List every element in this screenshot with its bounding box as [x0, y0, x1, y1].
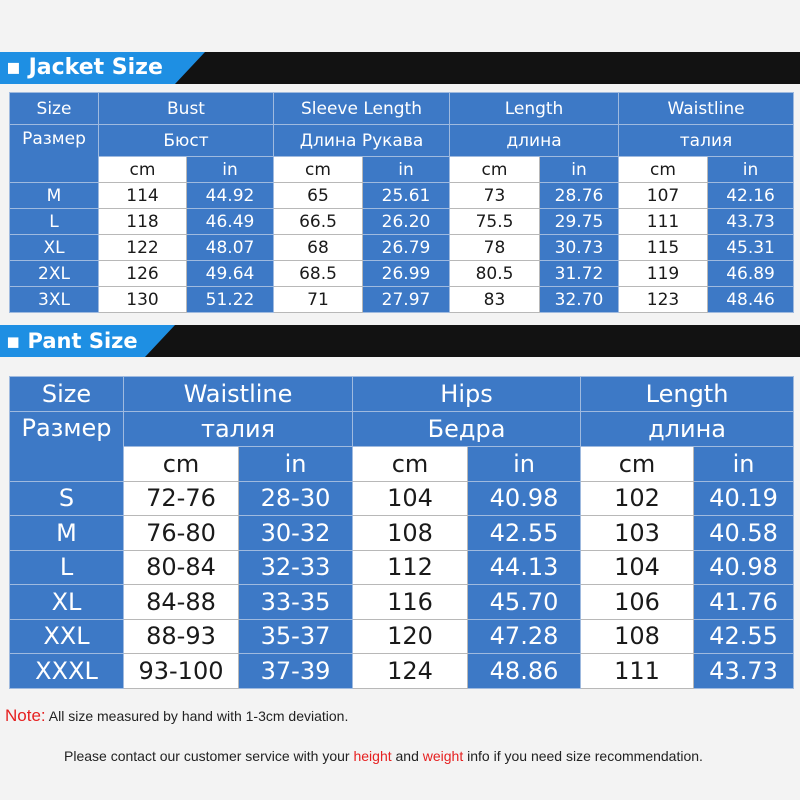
header-waistline-ru: талия [124, 412, 353, 447]
value-cell: 26.79 [363, 235, 450, 261]
value-cell: 35-37 [239, 619, 353, 654]
size-label: S [10, 481, 124, 516]
table-row [10, 209, 794, 235]
value-cell: 40.98 [468, 481, 581, 516]
value-cell: 51.22 [187, 287, 274, 313]
unit-cell: cm [353, 447, 468, 482]
value-cell: 130 [99, 287, 187, 313]
header-sleeve-length-ru: Длина Рукава [274, 125, 450, 157]
value-cell: 48.86 [468, 654, 581, 689]
value-cell: 126 [99, 261, 187, 287]
value-cell: 111 [581, 654, 694, 689]
value-cell: 31.72 [540, 261, 619, 287]
contact-note [64, 748, 703, 764]
value-cell: 107 [619, 183, 708, 209]
value-cell: 40.58 [694, 516, 794, 551]
value-cell: 76-80 [124, 516, 239, 551]
value-cell: 119 [619, 261, 708, 287]
note [5, 706, 348, 726]
value-cell: 112 [353, 550, 468, 585]
size-label: 2XL [10, 261, 99, 287]
table-row [10, 516, 794, 551]
value-cell: 48.46 [708, 287, 794, 313]
value-cell: 40.19 [694, 481, 794, 516]
value-cell: 88-93 [124, 619, 239, 654]
unit-cell: cm [99, 157, 187, 183]
jacket-banner [0, 52, 800, 84]
size-label: M [10, 516, 124, 551]
value-cell: 29.75 [540, 209, 619, 235]
header-waistline-ru: талия [619, 125, 794, 157]
unit-cell: cm [274, 157, 363, 183]
size-label: L [10, 209, 99, 235]
value-cell: 30.73 [540, 235, 619, 261]
table-row [10, 235, 794, 261]
value-cell: 33-35 [239, 585, 353, 620]
note-label: Note: [5, 706, 46, 725]
unit-cell: in [363, 157, 450, 183]
value-cell: 80.5 [450, 261, 540, 287]
value-cell: 28.76 [540, 183, 619, 209]
table-row [10, 183, 794, 209]
value-cell: 106 [581, 585, 694, 620]
value-cell: 108 [581, 619, 694, 654]
value-cell: 104 [581, 550, 694, 585]
value-cell: 47.28 [468, 619, 581, 654]
value-cell: 118 [99, 209, 187, 235]
value-cell: 46.49 [187, 209, 274, 235]
header-size: Size [10, 377, 124, 412]
value-cell: 123 [619, 287, 708, 313]
value-cell: 102 [581, 481, 694, 516]
value-cell: 104 [353, 481, 468, 516]
header-hips-ru: Бедра [353, 412, 581, 447]
header-size: Size [10, 93, 99, 125]
unit-cell: in [540, 157, 619, 183]
unit-cell: cm [581, 447, 694, 482]
value-cell: 71 [274, 287, 363, 313]
jacket-title: ▪ Jacket Size [6, 55, 163, 80]
pant-banner [0, 325, 800, 357]
value-cell: 116 [353, 585, 468, 620]
value-cell: 32.70 [540, 287, 619, 313]
value-cell: 30-32 [239, 516, 353, 551]
header-bust-ru: Бюст [99, 125, 274, 157]
value-cell: 66.5 [274, 209, 363, 235]
unit-cell: cm [619, 157, 708, 183]
unit-cell: in [694, 447, 794, 482]
value-cell: 44.92 [187, 183, 274, 209]
header-sleeve-length: Sleeve Length [274, 93, 450, 125]
size-label: 3XL [10, 287, 99, 313]
value-cell: 43.73 [708, 209, 794, 235]
size-label: XL [10, 235, 99, 261]
value-cell: 45.70 [468, 585, 581, 620]
value-cell: 42.16 [708, 183, 794, 209]
value-cell: 28-30 [239, 481, 353, 516]
value-cell: 43.73 [694, 654, 794, 689]
value-cell: 65 [274, 183, 363, 209]
value-cell: 68.5 [274, 261, 363, 287]
unit-cell: in [468, 447, 581, 482]
value-cell: 83 [450, 287, 540, 313]
value-cell: 25.61 [363, 183, 450, 209]
size-label: XXXL [10, 654, 124, 689]
size-label: XL [10, 585, 124, 620]
value-cell: 27.97 [363, 287, 450, 313]
value-cell: 26.20 [363, 209, 450, 235]
unit-cell: in [239, 447, 353, 482]
value-cell: 122 [99, 235, 187, 261]
unit-cell: in [187, 157, 274, 183]
value-cell: 114 [99, 183, 187, 209]
contact-text-end: info if you need size recommendation. [467, 748, 703, 764]
value-cell: 45.31 [708, 235, 794, 261]
value-cell: 68 [274, 235, 363, 261]
header-length: Length [581, 377, 794, 412]
contact-and: and [395, 748, 419, 764]
value-cell: 78 [450, 235, 540, 261]
value-cell: 41.76 [694, 585, 794, 620]
value-cell: 73 [450, 183, 540, 209]
value-cell: 72-76 [124, 481, 239, 516]
header-length: Length [450, 93, 619, 125]
header-waistline: Waistline [619, 93, 794, 125]
table-row [10, 585, 794, 620]
table-row [10, 481, 794, 516]
header-bust: Bust [99, 93, 274, 125]
unit-cell: in [708, 157, 794, 183]
table-row [10, 654, 794, 689]
contact-text: Please contact our customer service with your [64, 748, 350, 764]
pant-title: ▪ Pant Size [6, 329, 138, 353]
value-cell: 120 [353, 619, 468, 654]
value-cell: 124 [353, 654, 468, 689]
value-cell: 37-39 [239, 654, 353, 689]
value-cell: 44.13 [468, 550, 581, 585]
value-cell: 84-88 [124, 585, 239, 620]
header-size-ru: Размер [10, 125, 99, 183]
size-label: XXL [10, 619, 124, 654]
unit-cell: cm [124, 447, 239, 482]
value-cell: 111 [619, 209, 708, 235]
value-cell: 40.98 [694, 550, 794, 585]
table-row [10, 619, 794, 654]
jacket-size-table [9, 92, 794, 313]
table-row [10, 550, 794, 585]
table-row [10, 287, 794, 313]
pant-size-table [9, 376, 794, 689]
table-row [10, 261, 794, 287]
header-waistline: Waistline [124, 377, 353, 412]
value-cell: 93-100 [124, 654, 239, 689]
size-label: M [10, 183, 99, 209]
header-length-ru: длина [581, 412, 794, 447]
value-cell: 103 [581, 516, 694, 551]
header-hips: Hips [353, 377, 581, 412]
value-cell: 42.55 [694, 619, 794, 654]
unit-cell: cm [450, 157, 540, 183]
value-cell: 48.07 [187, 235, 274, 261]
value-cell: 32-33 [239, 550, 353, 585]
height-highlight: height [353, 748, 392, 764]
value-cell: 49.64 [187, 261, 274, 287]
note-text: All size measured by hand with 1-3cm deviation. [48, 708, 349, 724]
value-cell: 75.5 [450, 209, 540, 235]
weight-highlight: weight [422, 748, 464, 764]
value-cell: 42.55 [468, 516, 581, 551]
size-label: L [10, 550, 124, 585]
value-cell: 108 [353, 516, 468, 551]
header-length-ru: длина [450, 125, 619, 157]
header-size-ru: Размер [10, 412, 124, 482]
value-cell: 26.99 [363, 261, 450, 287]
value-cell: 46.89 [708, 261, 794, 287]
value-cell: 80-84 [124, 550, 239, 585]
value-cell: 115 [619, 235, 708, 261]
